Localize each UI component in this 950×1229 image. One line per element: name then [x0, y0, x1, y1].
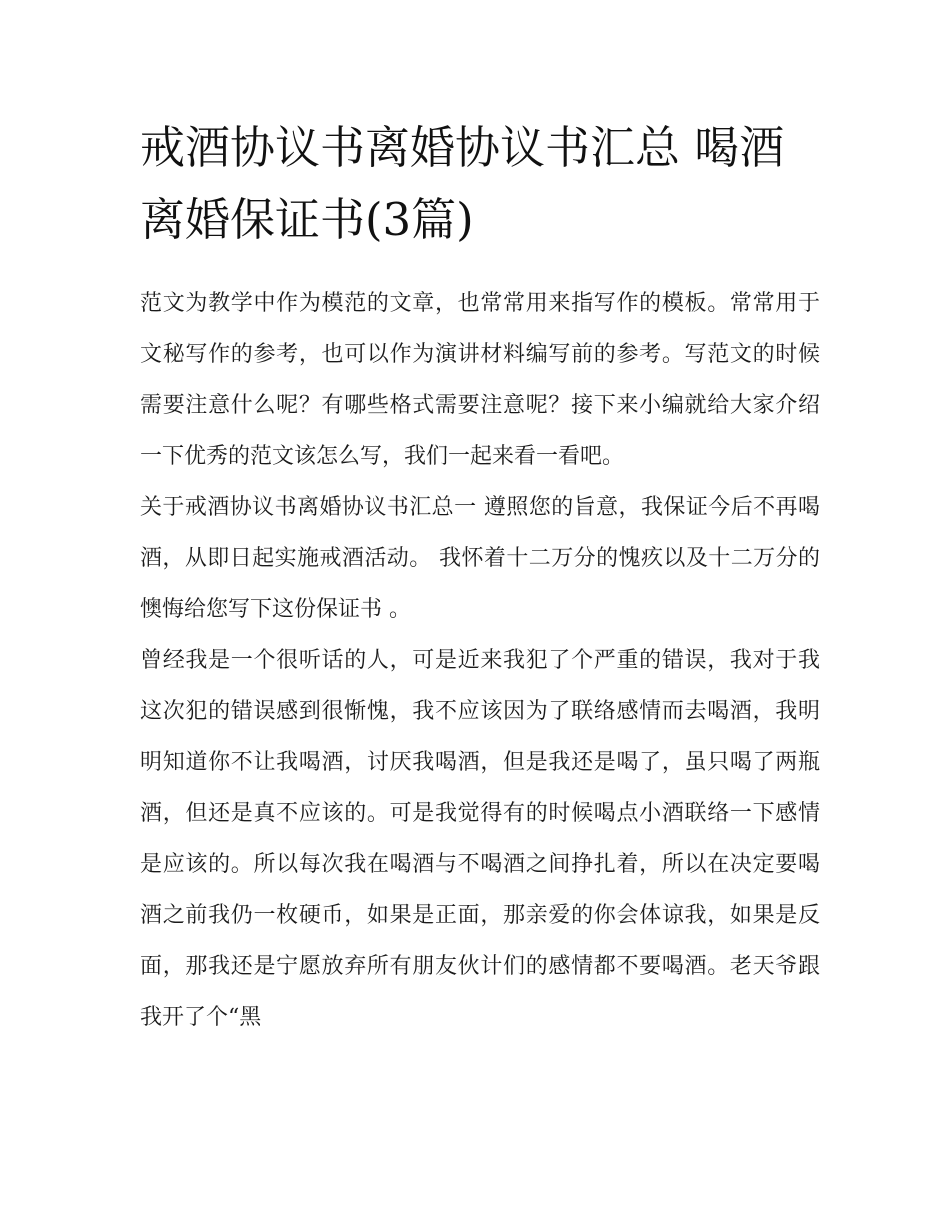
- body-paragraph-1: 关于戒酒协议书离婚协议书汇总一 遵照您的旨意，我保证今后不再喝酒，从即日起实施戒酒活动。 我怀着十二万分的愧疚以及十二万分的懊悔给您写下这份保证书 。: [140, 495, 820, 622]
- body-paragraph-2: 曾经我是一个很听话的人，可是近来我犯了个严重的错误，我对于我这次犯的错误感到很惭愧，我不应该因为了联络感情而去喝酒，我明明知道你不让我喝酒，讨厌我喝酒，但是我还是喝了，虽只喝了两瓶酒，但还是真不应该的。可是我觉得有的时候喝点小酒联络一下感情是应该的。所以每次我在喝酒与不喝酒之间挣扎着，所以在决定要喝酒之前我仍一枚硬币，如果是正面，那亲爱的你会体谅我，如果是反面，那我还是宁愿放弃所有朋友伙计们的感情都不要喝酒。老天爷跟我开了个“黑: [140, 648, 820, 1030]
- document-content: [140, 112, 820, 1043]
- intro-paragraph: 范文为教学中作为模范的文章，也常常用来指写作的模板。常常用于文秘写作的参考，也可以作为演讲材料编写前的参考。写范文的时候需要注意什么呢？有哪些格式需要注意呢？接下来小编就给大家介绍一下优秀的范文该怎么写，我们一起来看一看吧。: [140, 291, 820, 469]
- document-title: 戒酒协议书离婚协议书汇总 喝酒离婚保证书(3篇): [140, 121, 785, 246]
